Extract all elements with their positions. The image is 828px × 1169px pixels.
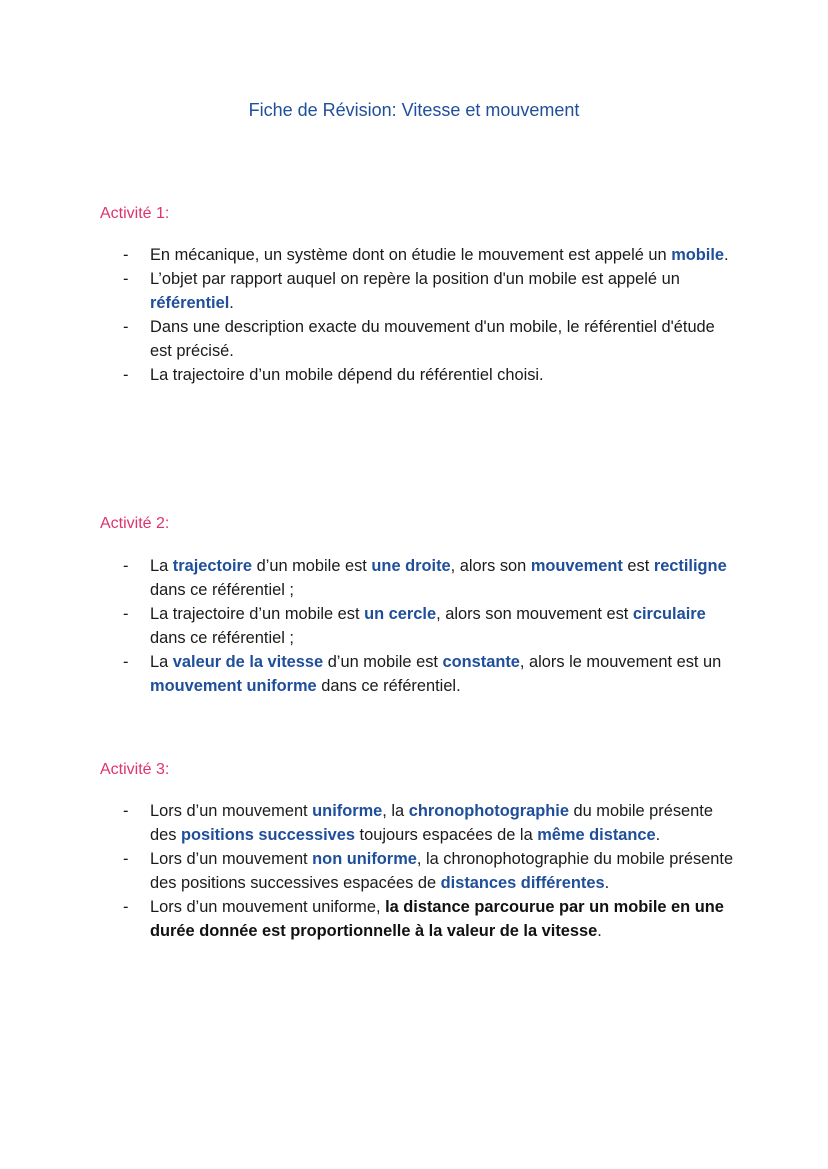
text-run: d’un mobile est — [252, 557, 372, 575]
text-run: dans ce référentiel ; — [150, 581, 294, 599]
activity-1-list — [118, 243, 738, 387]
text-run: Dans une description exacte du mouvement d'un mobile, le référentiel d'étude est précisé. — [150, 318, 715, 360]
text-run: La — [150, 557, 173, 575]
bullet-dash: - — [123, 605, 129, 623]
text-run: toujours espacées de la — [355, 826, 538, 844]
bullet-dash: - — [123, 246, 129, 264]
highlighted-term: circulaire — [632, 605, 706, 623]
list-item — [118, 602, 738, 650]
highlighted-term: mouvement — [530, 557, 623, 575]
text-run: est — [622, 557, 654, 575]
text-run: Lors d’un mouvement — [150, 850, 313, 868]
bullet-dash: - — [123, 850, 129, 868]
text-run: La trajectoire d’un mobile dépend du référentiel choisi. — [150, 366, 544, 384]
highlighted-term: un cercle — [364, 605, 437, 623]
text-run: Lors d’un mouvement — [150, 802, 313, 820]
text-run: En mécanique, un système dont on étudie le mouvement est appelé un — [150, 246, 672, 264]
list-item — [118, 243, 738, 267]
text-run: La — [150, 653, 173, 671]
list-item — [118, 895, 738, 943]
text-run: du mobile présente des — [150, 802, 713, 844]
bullet-dash: - — [123, 318, 129, 336]
list-item — [118, 650, 738, 698]
bullet-dash: - — [123, 653, 129, 671]
text-run: . — [229, 294, 234, 312]
text-run: , alors le mouvement est un — [519, 653, 722, 671]
text-run: dans ce référentiel ; — [150, 629, 294, 647]
list-item — [118, 267, 738, 315]
text-run: Lors d’un mouvement uniforme, — [150, 898, 386, 916]
text-run: , alors son — [450, 557, 531, 575]
highlighted-term: mobile — [671, 246, 725, 264]
bold-text: la distance parcourue par un mobile en une durée donnée est proportionnelle à la valeur de la vitesse — [150, 898, 724, 940]
text-run: . — [604, 874, 610, 892]
text-run: L’objet par rapport auquel on repère la position d'un mobile est appelé un — [150, 270, 680, 288]
activity-2-list — [118, 554, 738, 698]
text-run: d’un mobile est — [323, 653, 443, 671]
activity-1-heading: Activité 1: — [100, 205, 170, 222]
bullet-dash: - — [123, 557, 129, 575]
bullet-dash: - — [123, 270, 129, 288]
bullet-dash: - — [123, 898, 129, 916]
text-run: , alors son mouvement est — [436, 605, 633, 623]
highlighted-term: une droite — [371, 557, 451, 575]
page-title: Fiche de Révision: Vitesse et mouvement — [248, 100, 580, 120]
highlighted-term: non uniforme — [312, 850, 417, 868]
highlighted-term: chronophotographie — [408, 802, 569, 820]
highlighted-term: valeur de la vitesse — [172, 653, 324, 671]
activity-3-heading: Activité 3: — [100, 761, 170, 778]
bullet-dash: - — [123, 366, 129, 384]
highlighted-term: même distance — [537, 826, 656, 844]
text-run: . — [655, 826, 661, 844]
list-item — [118, 554, 738, 602]
text-run: . — [597, 922, 602, 940]
text-run: , la — [382, 802, 409, 820]
highlighted-term: trajectoire — [172, 557, 253, 575]
highlighted-term: uniforme — [312, 802, 383, 820]
text-run: . — [724, 246, 729, 264]
text-run: dans ce référentiel. — [316, 677, 461, 695]
highlighted-term: distances différentes — [440, 874, 605, 892]
list-item — [118, 315, 738, 363]
highlighted-term: constante — [442, 653, 520, 671]
highlighted-term: positions successives — [180, 826, 355, 844]
list-item — [118, 799, 738, 847]
text-run: , la chronophotographie du mobile présente des positions successives espacées de — [150, 850, 734, 892]
activity-2-heading: Activité 2: — [100, 515, 170, 532]
highlighted-term: référentiel — [150, 294, 230, 312]
list-item — [118, 847, 738, 895]
text-run: La trajectoire d’un mobile est — [150, 605, 365, 623]
highlighted-term: mouvement uniforme — [150, 677, 317, 695]
list-item — [118, 363, 738, 387]
highlighted-term: rectiligne — [653, 557, 727, 575]
activity-3-list — [118, 799, 738, 943]
bullet-dash: - — [123, 802, 129, 820]
